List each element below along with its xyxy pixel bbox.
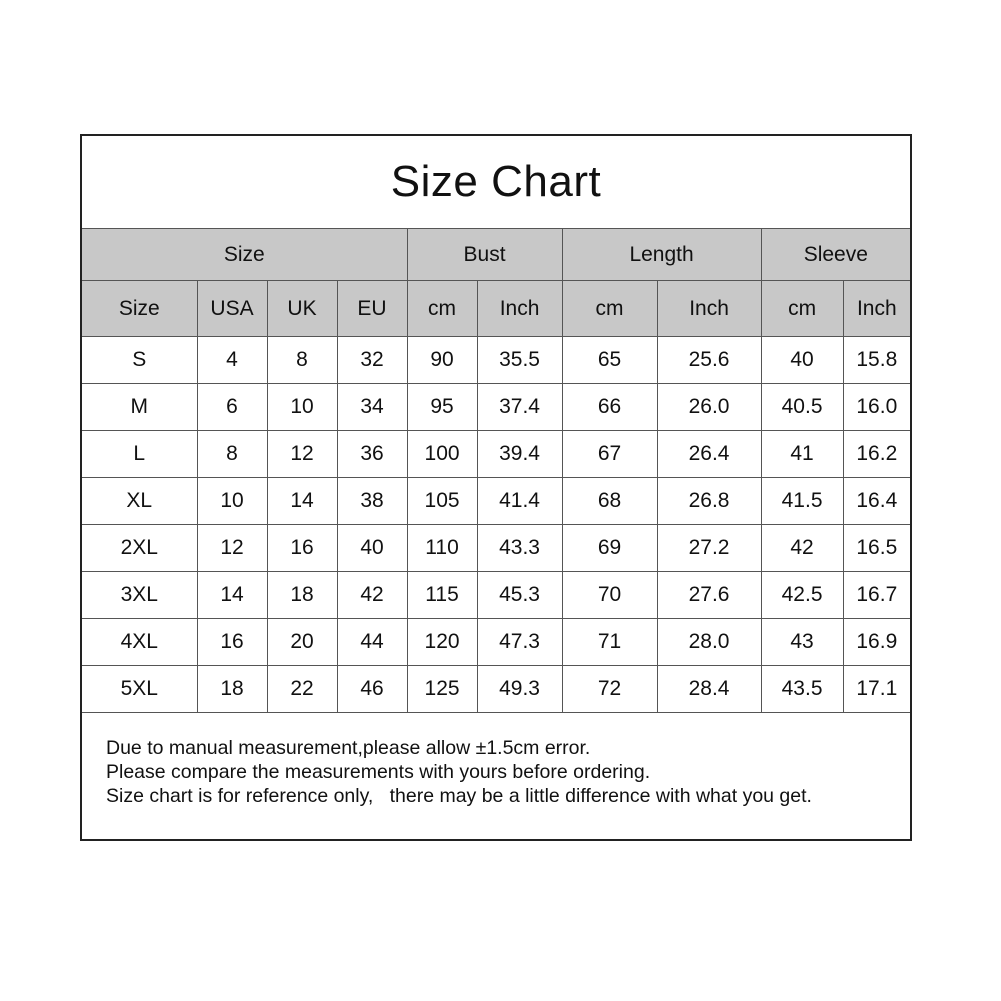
table-cell: 27.6: [657, 572, 761, 619]
table-cell: 110: [407, 525, 477, 572]
table-row: [82, 525, 910, 572]
group-header-length: Length: [562, 229, 761, 281]
table-cell: 35.5: [477, 337, 562, 384]
table-cell: 90: [407, 337, 477, 384]
table-cell: 26.0: [657, 384, 761, 431]
table-cell: 5XL: [82, 666, 197, 713]
table-cell: 10: [267, 384, 337, 431]
table-cell: 10: [197, 478, 267, 525]
table-cell: 20: [267, 619, 337, 666]
table-cell: 32: [337, 337, 407, 384]
table-cell: 4: [197, 337, 267, 384]
table-cell: 16.4: [843, 478, 910, 525]
chart-title: Size Chart: [390, 157, 602, 206]
sub-header-row: [82, 281, 910, 337]
table-cell: 34: [337, 384, 407, 431]
table-cell: 18: [267, 572, 337, 619]
table-cell: 65: [562, 337, 657, 384]
table-cell: 16.0: [843, 384, 910, 431]
table-cell: 41.5: [761, 478, 843, 525]
table-cell: L: [82, 431, 197, 478]
table-row: [82, 431, 910, 478]
table-cell: 39.4: [477, 431, 562, 478]
table-cell: S: [82, 337, 197, 384]
table-cell: 125: [407, 666, 477, 713]
table-cell: 38: [337, 478, 407, 525]
table-row: [82, 478, 910, 525]
table-cell: 42.5: [761, 572, 843, 619]
table-cell: 16.9: [843, 619, 910, 666]
table-cell: 120: [407, 619, 477, 666]
table-cell: 95: [407, 384, 477, 431]
table-row: [82, 572, 910, 619]
note-line: Please compare the measurements with yours before ordering.: [106, 761, 651, 783]
table-cell: 3XL: [82, 572, 197, 619]
table-cell: 42: [761, 525, 843, 572]
table-cell: 37.4: [477, 384, 562, 431]
table-cell: 47.3: [477, 619, 562, 666]
table-cell: 15.8: [843, 337, 910, 384]
table-cell: 71: [562, 619, 657, 666]
table-cell: 69: [562, 525, 657, 572]
table-cell: 14: [267, 478, 337, 525]
table-cell: 42: [337, 572, 407, 619]
table-row: [82, 384, 910, 431]
table-cell: 26.4: [657, 431, 761, 478]
table-cell: 43.3: [477, 525, 562, 572]
table-cell: 16: [267, 525, 337, 572]
table-cell: 12: [267, 431, 337, 478]
sub-header-bust-inch: Inch: [477, 281, 562, 337]
table-cell: 17.1: [843, 666, 910, 713]
table-cell: 115: [407, 572, 477, 619]
notes: [106, 736, 812, 808]
table-cell: 70: [562, 572, 657, 619]
sub-header-sleeve-cm: cm: [761, 281, 843, 337]
table-cell: 16.2: [843, 431, 910, 478]
table-cell: XL: [82, 478, 197, 525]
table-cell: 16: [197, 619, 267, 666]
table-cell: 100: [407, 431, 477, 478]
group-header-bust: Bust: [407, 229, 562, 281]
table-cell: 44: [337, 619, 407, 666]
table-cell: 28.0: [657, 619, 761, 666]
table-cell: 45.3: [477, 572, 562, 619]
table-row: [82, 337, 910, 384]
table-cell: 26.8: [657, 478, 761, 525]
table-cell: 40: [337, 525, 407, 572]
sub-header-size: Size: [82, 281, 197, 337]
table-cell: 49.3: [477, 666, 562, 713]
sub-header-uk: UK: [267, 281, 337, 337]
table-cell: 16.5: [843, 525, 910, 572]
table-cell: 6: [197, 384, 267, 431]
note-line: Due to manual measurement,please allow ±1.5cm error.: [106, 737, 591, 759]
sub-header-bust-cm: cm: [407, 281, 477, 337]
table-cell: 36: [337, 431, 407, 478]
table-cell: 22: [267, 666, 337, 713]
table-cell: 43.5: [761, 666, 843, 713]
table-cell: 28.4: [657, 666, 761, 713]
table-cell: 66: [562, 384, 657, 431]
table-cell: 67: [562, 431, 657, 478]
table-cell: 12: [197, 525, 267, 572]
table-cell: M: [82, 384, 197, 431]
group-header-size: Size: [82, 229, 407, 281]
table-cell: 8: [197, 431, 267, 478]
group-header-sleeve: Sleeve: [761, 229, 910, 281]
table-cell: 8: [267, 337, 337, 384]
table-cell: 18: [197, 666, 267, 713]
sub-header-length-cm: cm: [562, 281, 657, 337]
table-cell: 41.4: [477, 478, 562, 525]
table-cell: 72: [562, 666, 657, 713]
table-cell: 40: [761, 337, 843, 384]
table-row: [82, 619, 910, 666]
table-cell: 25.6: [657, 337, 761, 384]
table-cell: 41: [761, 431, 843, 478]
table-cell: 40.5: [761, 384, 843, 431]
sub-header-sleeve-inch: Inch: [843, 281, 910, 337]
size-chart: [80, 134, 912, 841]
table-cell: 43: [761, 619, 843, 666]
group-header-row: [82, 229, 910, 281]
sub-header-eu: EU: [337, 281, 407, 337]
note-line: Size chart is for reference only, there may be a little difference with what you get.: [106, 785, 812, 807]
table-cell: 27.2: [657, 525, 761, 572]
table-row: [82, 666, 910, 713]
table-cell: 4XL: [82, 619, 197, 666]
sub-header-length-inch: Inch: [657, 281, 761, 337]
table-cell: 16.7: [843, 572, 910, 619]
table-cell: 2XL: [82, 525, 197, 572]
table-cell: 14: [197, 572, 267, 619]
size-table: [82, 228, 910, 713]
table-cell: 105: [407, 478, 477, 525]
table-body: [82, 337, 910, 713]
table-cell: 68: [562, 478, 657, 525]
sub-header-usa: USA: [197, 281, 267, 337]
table-cell: 46: [337, 666, 407, 713]
